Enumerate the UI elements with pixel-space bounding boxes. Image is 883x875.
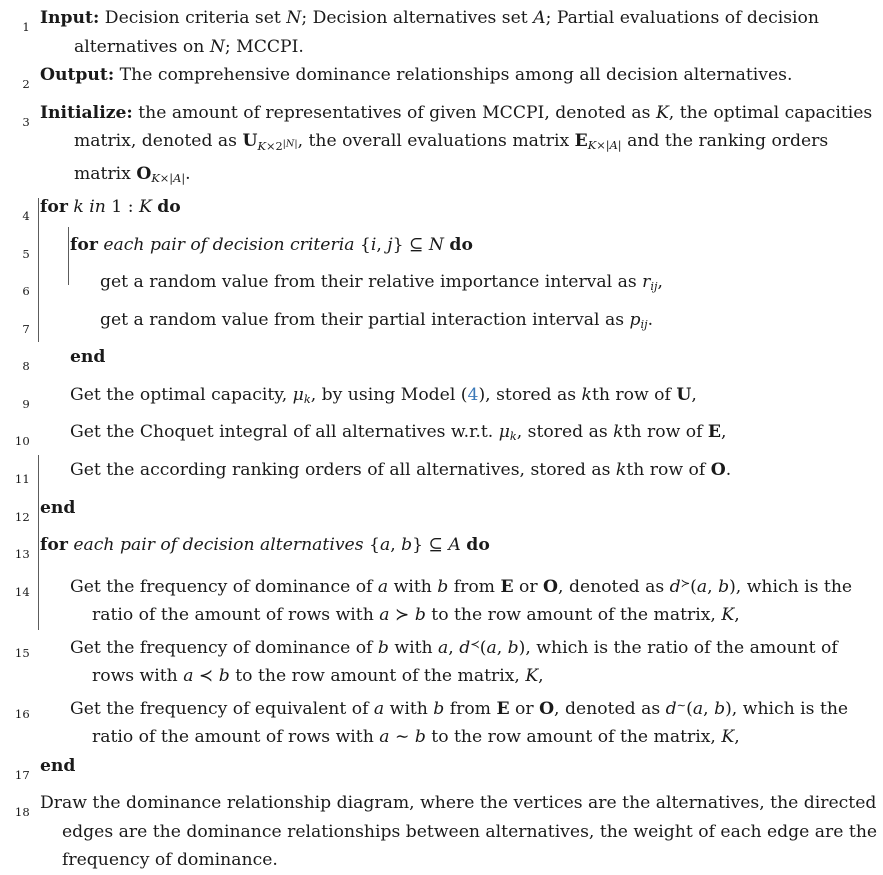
keyword-do: do	[449, 234, 473, 255]
line-number: 14	[14, 584, 30, 599]
line-number: 4	[22, 208, 30, 223]
line-number: 8	[22, 359, 30, 374]
keyword-for: for	[70, 234, 98, 255]
line-number: 17	[14, 767, 30, 782]
algorithm-line	[0, 381, 879, 419]
algorithm-line	[0, 418, 879, 456]
algorithm-line	[0, 231, 879, 269]
line-content: get a random value from their relative importance interval as $r_{ij}$,	[100, 272, 663, 294]
keyword-initialize: Initialize:	[40, 102, 133, 123]
algorithm-line	[0, 691, 879, 752]
algorithm-line	[0, 343, 879, 381]
keyword-output: Output:	[40, 65, 115, 86]
keyword-for: for	[40, 535, 68, 556]
algorithm-line	[0, 789, 879, 875]
keyword-do: do	[157, 196, 181, 217]
line-content: Input: Decision criteria set N; Decision alternatives set A; Partial evaluations of decision alternatives on N; MCCPI.	[40, 8, 819, 57]
line-content: Get the Choquet integral of all alternatives w.r.t. $\mu_k$, stored as kth row of E,	[70, 422, 727, 444]
line-number: 15	[14, 645, 30, 660]
algorithm-line	[0, 569, 879, 630]
algorithm-line	[0, 752, 879, 790]
keyword-end: end	[40, 755, 76, 776]
line-number: 12	[14, 509, 30, 524]
line-content: Draw the dominance relationship diagram, where the vertices are the alternatives, the directed edges are the dominance relationships between alternatives, the weight of each edge are the frequency of dominance.	[40, 793, 878, 871]
keyword-end: end	[40, 497, 76, 518]
line-content: Get the frequency of equivalent of a with b from E or O, denoted as d∼(a, b), which is the ratio of the amount of rows with a ∼ b to the row amount of the matrix, K,	[70, 697, 849, 748]
model-reference-link[interactable]: 4	[467, 384, 479, 405]
line-number: 3	[22, 114, 30, 129]
line-number: 1	[22, 20, 30, 34]
algorithm-line	[0, 268, 879, 306]
line-number: 2	[22, 77, 30, 92]
line-content	[40, 494, 879, 523]
line-content: for each pair of decision alternatives {a, b} ⊆ A do	[40, 535, 490, 556]
line-number: 7	[22, 321, 30, 336]
line-number: 6	[22, 284, 30, 299]
line-number: 5	[22, 246, 30, 261]
line-content: Initialize: the amount of representatives of given MCCPI, denoted as K, the optimal capacities matrix, denoted as $U_{K\times 2^{|N|}}$, the overall evaluations matrix $E_{K\times|A|}$ and the ranking orders matrix $O_{K\times|A|}$.	[40, 102, 873, 186]
line-number: 16	[14, 706, 30, 721]
line-number: 9	[22, 396, 30, 411]
line-number: 13	[14, 547, 30, 562]
line-content: Get the according ranking orders of all alternatives, stored as kth row of O.	[70, 460, 732, 481]
algorithm-line	[0, 61, 879, 99]
algorithm-line	[0, 531, 879, 569]
algorithm-line	[0, 494, 879, 532]
line-content: Get the frequency of dominance of b with a, d≺(a, b), which is the ratio of the amount of rows with a ≺ b to the row amount of the matrix, K,	[70, 636, 838, 687]
algorithm-line	[0, 99, 879, 193]
keyword-end: end	[70, 347, 106, 368]
line-content: Get the optimal capacity, $\mu_k$, by using Model (4), stored as kth row of U,	[70, 384, 697, 407]
line-content: for k in 1 : K do	[40, 196, 181, 217]
keyword-do: do	[466, 535, 490, 556]
algorithm-line	[0, 306, 879, 344]
algorithm-line	[0, 193, 879, 231]
line-content	[40, 752, 879, 781]
line-number: 18	[14, 805, 30, 820]
line-content: get a random value from their partial interaction interval as $p_{ij}$.	[100, 309, 654, 331]
keyword-input: Input:	[40, 8, 100, 28]
algorithm-line	[0, 630, 879, 691]
line-number: 11	[14, 472, 30, 487]
algorithm-line	[0, 4, 879, 61]
line-content: Output: The comprehensive dominance relationships among all decision alternatives.	[40, 65, 793, 86]
algorithm-line	[0, 456, 879, 494]
line-content: Get the frequency of dominance of a with b from E or O, denoted as d≻(a, b), which is the ratio of the amount of rows with a ≻ b to the row amount of the matrix, K,	[70, 575, 853, 626]
keyword-for: for	[40, 196, 68, 217]
line-content: for each pair of decision criteria {i, j} ⊆ N do	[70, 234, 473, 255]
line-number: 10	[14, 434, 30, 449]
line-content	[70, 343, 879, 372]
